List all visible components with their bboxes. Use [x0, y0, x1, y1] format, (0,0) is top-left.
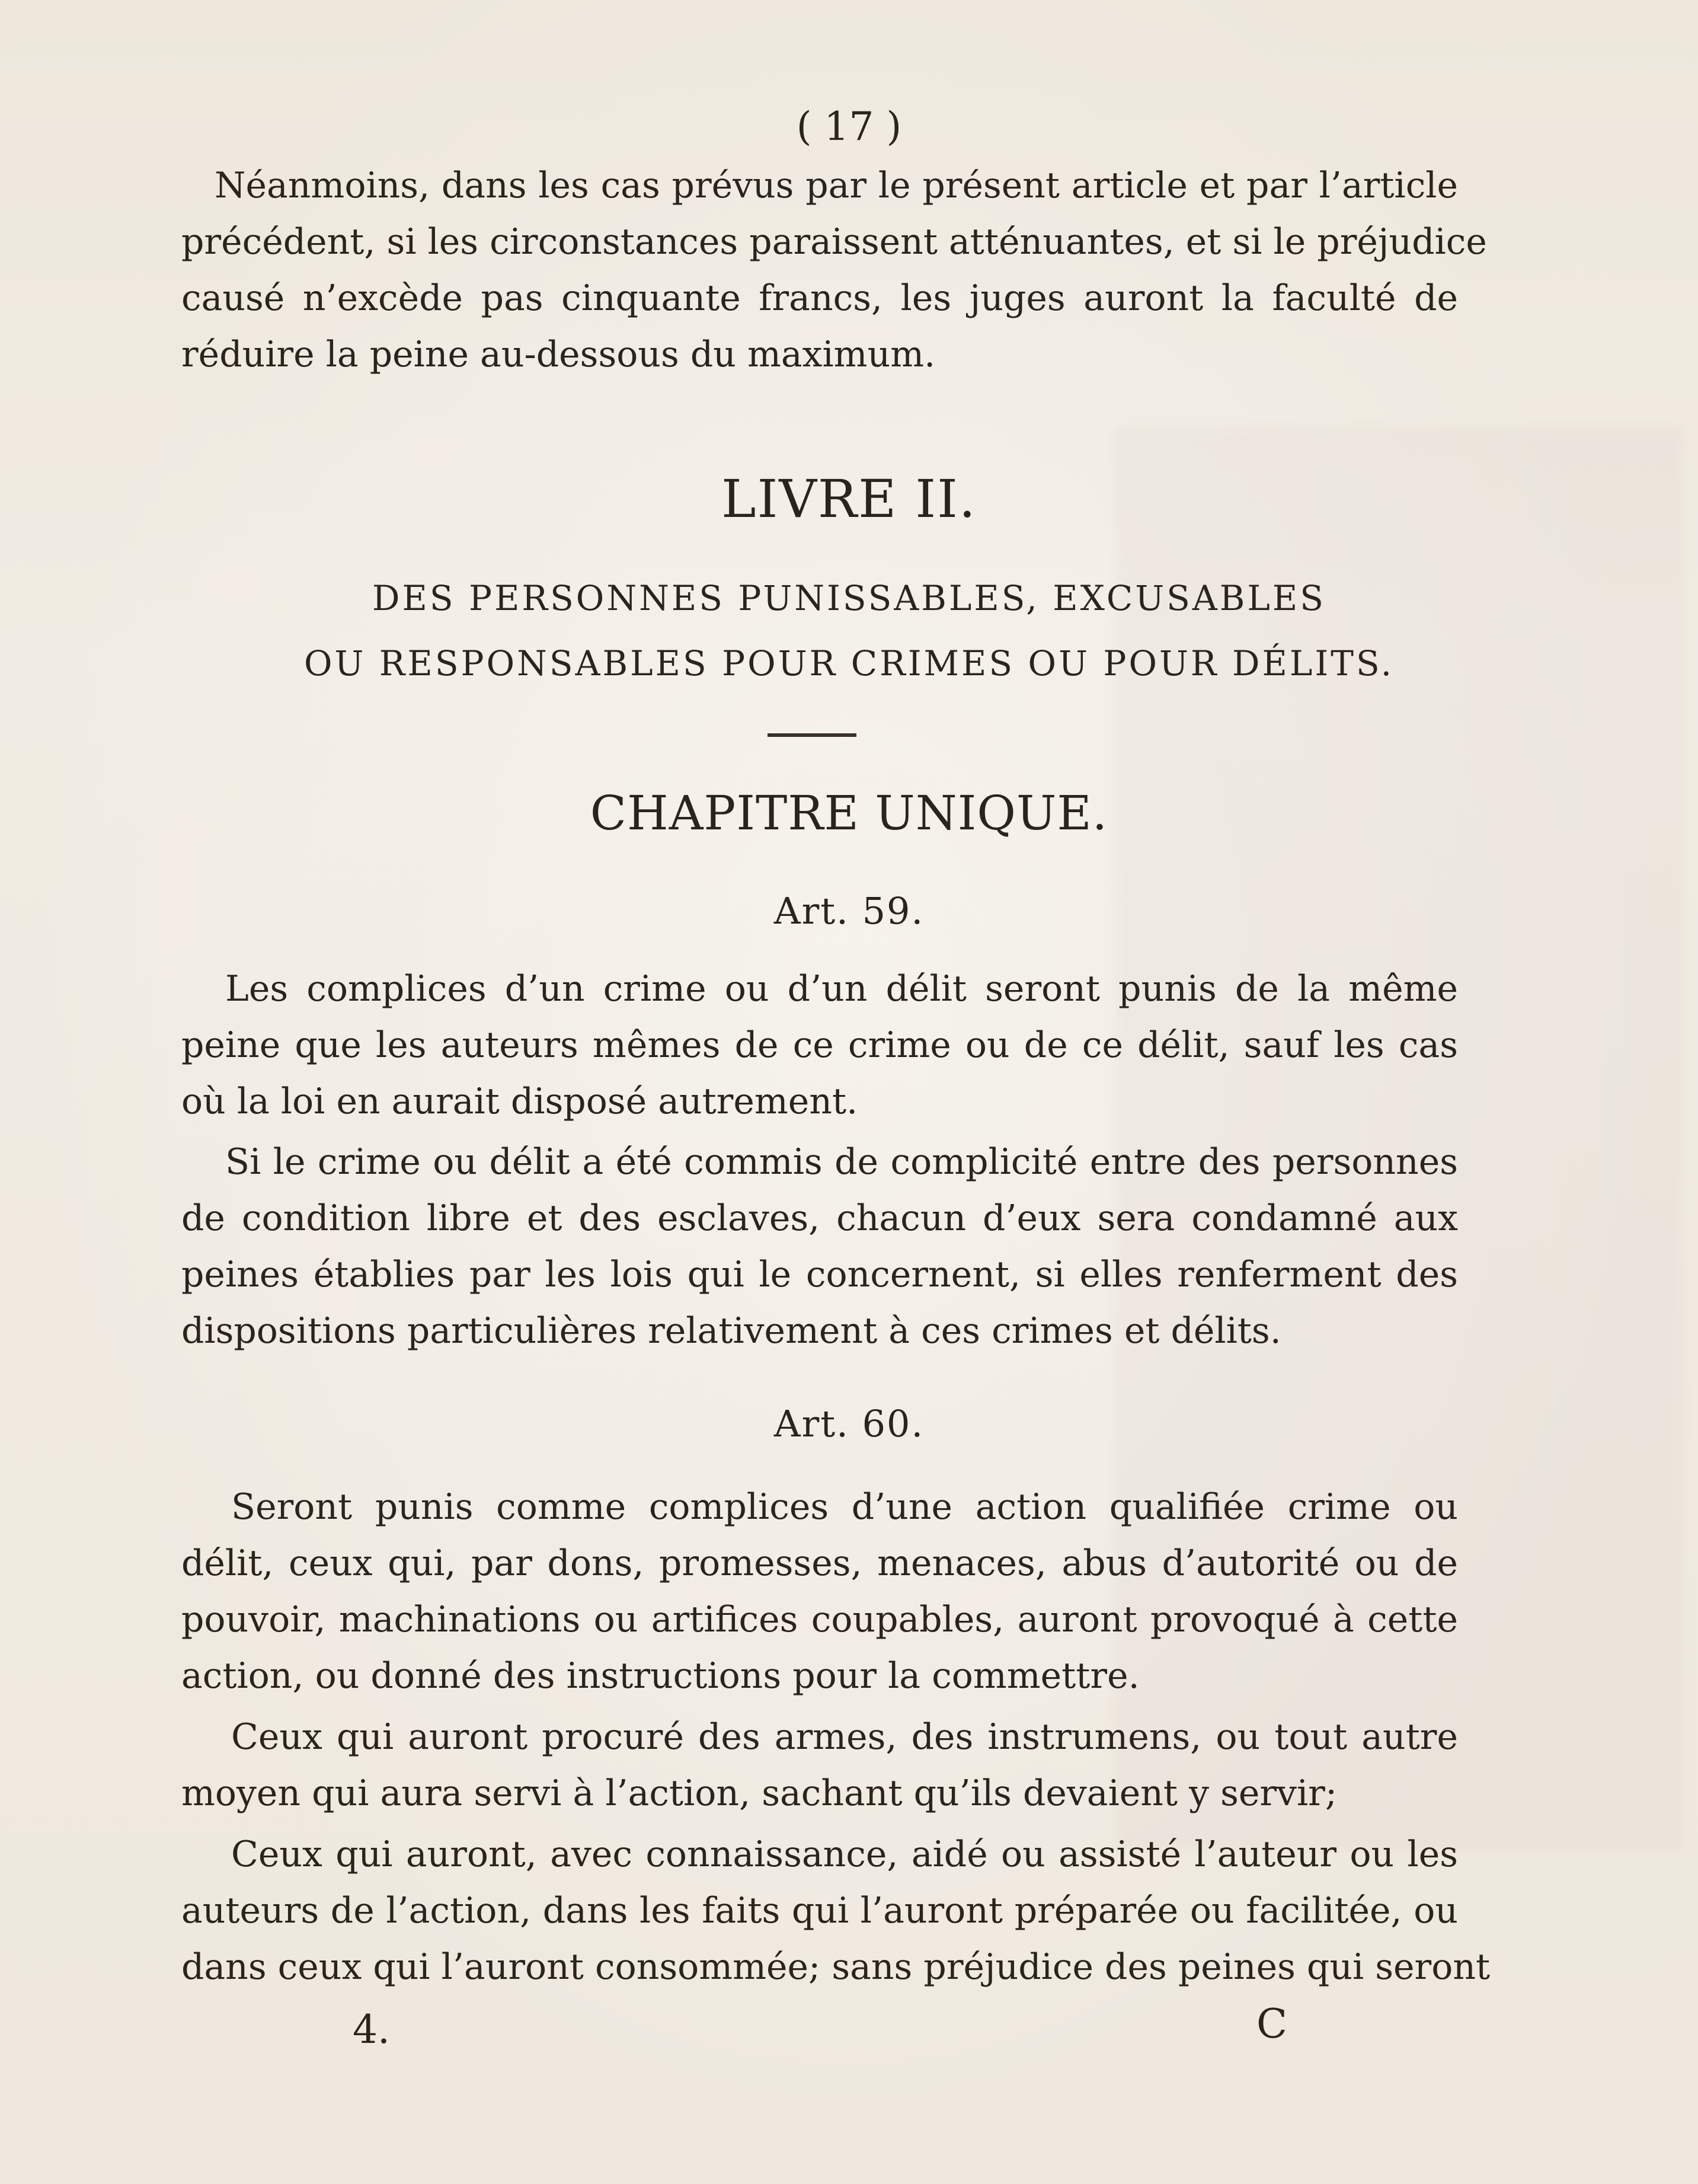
signature-number: 4.	[353, 2007, 390, 2052]
art60-p2-line-1: Ceux qui auront procuré des armes, des instrumens, ou tout autre	[231, 1716, 1458, 1758]
art60-p3-line-1: Ceux qui auront, avec connaissance, aidé ou assisté l’auteur ou les	[231, 1834, 1458, 1875]
intro-line-2: précédent, si les circonstances paraissent atténuantes, et si le préjudice	[181, 221, 1487, 263]
livre-subtitle-line-2: OU RESPONSABLES POUR CRIMES OU POUR DÉLITS.	[303, 643, 1395, 684]
art59-p1-line-2: peine que les auteurs mêmes de ce crime ou de ce délit, sauf les cas	[181, 1024, 1458, 1066]
chapitre-title: CHAPITRE UNIQUE.	[590, 786, 1108, 841]
art60-p3-line-2: auteurs de l’action, dans les faits qui l’auront préparée ou facilitée, ou	[181, 1890, 1458, 1931]
livre-subtitle-line-1: DES PERSONNES PUNISSABLES, EXCUSABLES	[372, 578, 1326, 618]
art-60-heading: Art. 60.	[773, 1402, 925, 1445]
art-59-heading: Art. 59.	[773, 889, 925, 933]
art59-p1-line-3: où la loi en aurait disposé autrement.	[181, 1081, 858, 1122]
art59-p2-line-1: Si le crime ou délit a été commis de complicité entre des personnes	[225, 1141, 1458, 1183]
art59-p1-line-1: Les complices d’un crime ou d’un délit seront punis de la même	[225, 968, 1458, 1010]
art59-p2-line-2: de condition libre et des esclaves, chacun d’eux sera condamné aux	[181, 1198, 1458, 1239]
art59-p2-line-3: peines établies par les lois qui le concernent, si elles renferment des	[181, 1254, 1458, 1295]
art60-p1-line-2: délit, ceux qui, par dons, promesses, menaces, abus d’autorité ou de	[181, 1543, 1458, 1584]
art60-p1-line-4: action, ou donné des instructions pour la commettre.	[181, 1655, 1140, 1697]
art59-p2-line-4: dispositions particulières relativement à ces crimes et délits.	[181, 1310, 1281, 1352]
intro-line-4: réduire la peine au-dessous du maximum.	[181, 334, 936, 375]
page-number: ( 17 )	[796, 104, 902, 149]
art60-p1-line-3: pouvoir, machinations ou artifices coupables, auront provoqué à cette	[181, 1599, 1458, 1640]
section-divider	[768, 733, 856, 737]
art60-p2-line-2: moyen qui aura servi à l’action, sachant qu’ils devaient y servir;	[181, 1773, 1338, 1814]
intro-line-1: Néanmoins, dans les cas prévus par le présent article et par l’article	[215, 165, 1458, 206]
art60-p1-line-1: Seront punis comme complices d’une action qualifiée crime ou	[231, 1486, 1458, 1528]
signature-letter: C	[1256, 2001, 1288, 2048]
livre-title: LIVRE II.	[721, 468, 977, 529]
intro-line-3: causé n’excède pas cinquante francs, les juges auront la faculté de	[181, 277, 1458, 319]
art60-p3-line-3: dans ceux qui l’auront consommée; sans préjudice des peines qui seront	[181, 1946, 1491, 1988]
